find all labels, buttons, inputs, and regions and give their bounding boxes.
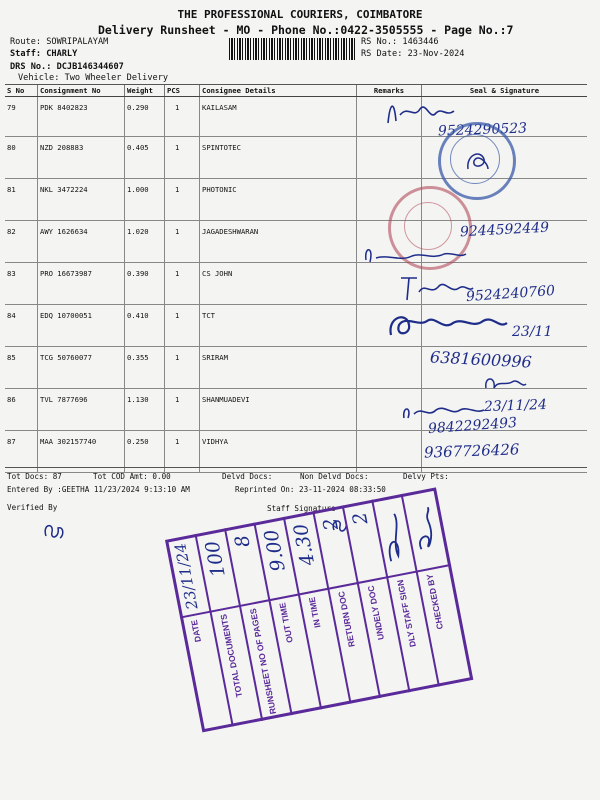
stamp-value-pages: 8 bbox=[230, 533, 255, 550]
cell-consignee: CS JOHN bbox=[200, 263, 357, 305]
total-cod-amount: Tot COD Amt: 0.00 bbox=[93, 472, 171, 481]
signature-row-85 bbox=[480, 372, 530, 394]
stamp-label-checked-by: CHECKED BY bbox=[424, 573, 446, 631]
cell-sno: 83 bbox=[5, 263, 38, 305]
cell-pcs: 1 bbox=[165, 263, 200, 305]
footer-rule bbox=[5, 467, 587, 468]
cell-pcs: 1 bbox=[165, 221, 200, 263]
cell-weight: 0.405 bbox=[125, 137, 165, 179]
cell-pcs: 1 bbox=[165, 97, 200, 137]
cell-remarks bbox=[357, 137, 422, 179]
cell-pcs: 1 bbox=[165, 137, 200, 179]
col-sno: S No bbox=[5, 85, 38, 97]
vehicle-label: Vehicle: Two Wheeler Delivery bbox=[18, 73, 169, 83]
phone-note-3: 9524240760 bbox=[465, 282, 556, 306]
col-remarks: Remarks bbox=[357, 85, 422, 97]
col-consignment: Consignment No bbox=[38, 85, 125, 97]
cell-weight: 0.250 bbox=[125, 431, 165, 473]
delivery-points: Delvy Pts: bbox=[403, 472, 449, 481]
cell-weight: 1.020 bbox=[125, 221, 165, 263]
cell-pcs: 1 bbox=[165, 179, 200, 221]
cell-consignment: PRO 16673987 bbox=[38, 263, 125, 305]
table-header-row bbox=[5, 85, 587, 97]
cell-sno: 81 bbox=[5, 179, 38, 221]
cell-sno: 84 bbox=[5, 305, 38, 347]
cell-consignment: MAA 302157740 bbox=[38, 431, 125, 473]
staff-signature-label: Staff Signature bbox=[267, 504, 336, 513]
total-docs: Tot Docs: 87 bbox=[7, 472, 62, 481]
phone-note-2: 9244592449 bbox=[459, 219, 550, 241]
cell-consignee: TCT bbox=[200, 305, 357, 347]
cell-sno: 82 bbox=[5, 221, 38, 263]
cell-sno: 80 bbox=[5, 137, 38, 179]
cell-weight: 0.290 bbox=[125, 97, 165, 137]
stamp-label-total-documents: TOTAL DOCUMENTS bbox=[218, 613, 245, 699]
col-pcs: PCS bbox=[165, 85, 200, 97]
cell-pcs: 1 bbox=[165, 347, 200, 389]
stamp-label-staff-sign: DLY STAFF SIGN bbox=[395, 578, 418, 648]
rs-date: RS Date: 23-Nov-2024 bbox=[361, 49, 465, 59]
cell-consignment: NZD 208883 bbox=[38, 137, 125, 179]
stamp-value-total-documents: 100 bbox=[201, 538, 230, 579]
cell-consignee: PHOTONIC bbox=[200, 179, 357, 221]
seal-signature-1 bbox=[462, 145, 492, 175]
cell-sno: 79 bbox=[5, 97, 38, 137]
drs-number: DRS No.: DCJB146344607 bbox=[10, 62, 124, 72]
col-weight: Weight bbox=[125, 85, 165, 97]
cell-consignment: NKL 3472224 bbox=[38, 179, 125, 221]
cell-consignee: SPINTOTEC bbox=[200, 137, 357, 179]
col-seal-signature: Seal & Signature bbox=[422, 85, 588, 97]
cell-consignment: TVL 7877696 bbox=[38, 389, 125, 431]
signature-row-82 bbox=[360, 240, 470, 270]
stamp-label-date: DATE bbox=[188, 619, 203, 644]
stamp-label-out-time: OUT TIME bbox=[277, 601, 295, 644]
cell-consignee: VIDHYA bbox=[200, 431, 357, 473]
cell-pcs: 1 bbox=[165, 431, 200, 473]
phone-note-4: 6381600996 bbox=[429, 347, 533, 372]
company-title: THE PROFESSIONAL COURIERS, COIMBATORE bbox=[177, 8, 423, 21]
date-note-86: 23/11/24 bbox=[483, 396, 548, 416]
staff-label: Staff: CHARLY bbox=[10, 49, 78, 59]
phone-note-6: 9367726426 bbox=[423, 440, 520, 462]
cell-pcs: 1 bbox=[165, 389, 200, 431]
runsheet-title: Delivery Runsheet - MO - Phone No.:0422-3505555 - Page No.:7 bbox=[98, 23, 514, 37]
cell-sno: 86 bbox=[5, 389, 38, 431]
cell-sno: 87 bbox=[5, 431, 38, 473]
phone-note-5: 9842292493 bbox=[427, 414, 518, 438]
cell-weight: 0.410 bbox=[125, 305, 165, 347]
stamp-value-date: 23/11/24 bbox=[171, 541, 202, 612]
dispatch-stamp bbox=[165, 487, 478, 737]
stamp-value-return-doc: 2 bbox=[319, 516, 343, 533]
barcode bbox=[229, 38, 355, 60]
cell-remarks bbox=[357, 347, 422, 389]
cell-consignee: SHANMUADEVI bbox=[200, 389, 357, 431]
cell-consignee: JAGADESHWARAN bbox=[200, 221, 357, 263]
stamp-value-undelivered-doc: 2 bbox=[348, 510, 373, 527]
stamp-value-in-time: 4.30 bbox=[289, 521, 320, 568]
cell-consignee: KAILASAM bbox=[200, 97, 357, 137]
col-consignee: Consignee Details bbox=[200, 85, 357, 97]
cell-consignment: AWY 1626634 bbox=[38, 221, 125, 263]
stamp-label-return-doc: RETURN DOC bbox=[336, 590, 357, 648]
cell-consignment: PDK 8402823 bbox=[38, 97, 125, 137]
phone-note-1: 9524290523 bbox=[437, 120, 528, 140]
cell-pcs: 1 bbox=[165, 305, 200, 347]
reprinted-on: Reprinted On: 23-11-2024 08:33:50 bbox=[235, 485, 386, 494]
cell-weight: 1.130 bbox=[125, 389, 165, 431]
verified-by-label: Verified By bbox=[7, 503, 58, 512]
signature-row-84 bbox=[383, 307, 513, 343]
stamp-value-out-time: 9.00 bbox=[260, 527, 290, 574]
cell-sno: 85 bbox=[5, 347, 38, 389]
route-label: Route: SOWRIPALAYAM bbox=[10, 37, 109, 47]
cell-consignment: EDQ 10700051 bbox=[38, 305, 125, 347]
cell-consignee: SRIRAM bbox=[200, 347, 357, 389]
rs-number: RS No.: 1463446 bbox=[361, 37, 439, 47]
signature-row-83 bbox=[395, 270, 475, 304]
cell-consignment: TCG 50760077 bbox=[38, 347, 125, 389]
verifier-initials bbox=[38, 518, 68, 542]
delivered-docs: Delvd Docs: bbox=[222, 472, 273, 481]
entered-by: Entered By :GEETHA 11/23/2024 9:13:10 AM bbox=[7, 485, 190, 494]
stamp-label-undelivered-doc: UNDELY DOC bbox=[365, 584, 386, 641]
stamp-label-pages: RUNSHEET NO OF PAGES bbox=[247, 607, 279, 716]
date-note-84: 23/11 bbox=[512, 324, 553, 340]
cell-weight: 1.000 bbox=[125, 179, 165, 221]
cell-weight: 0.355 bbox=[125, 347, 165, 389]
non-delivered-docs: Non Delvd Docs: bbox=[300, 472, 369, 481]
cell-weight: 0.390 bbox=[125, 263, 165, 305]
stamp-label-in-time: IN TIME bbox=[306, 596, 323, 629]
